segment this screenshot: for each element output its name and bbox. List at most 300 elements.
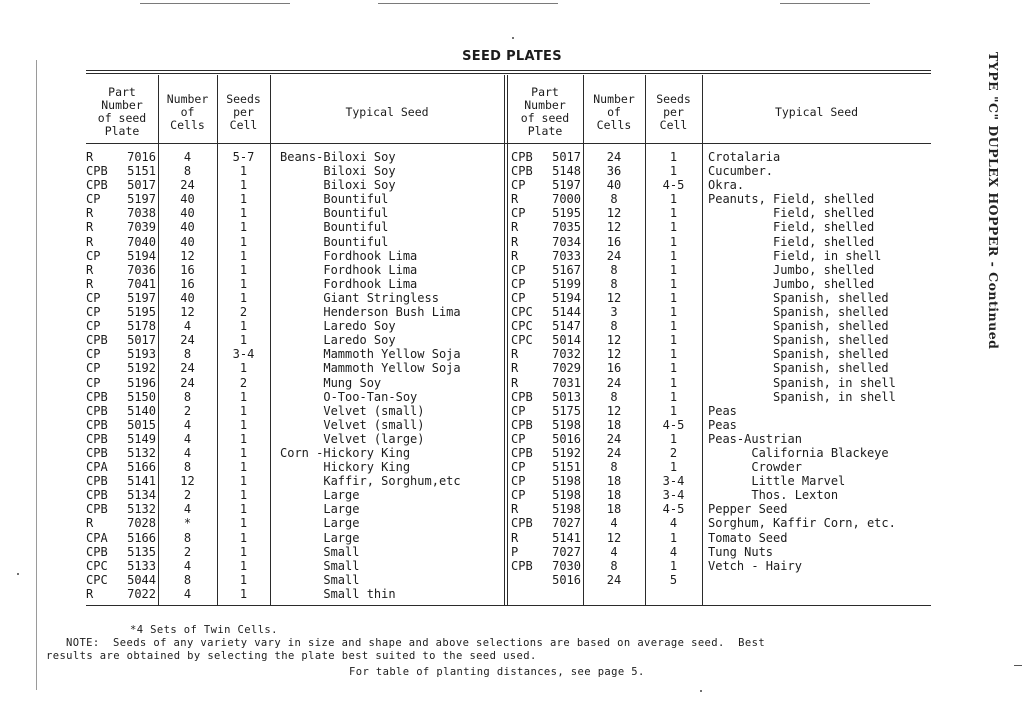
table-cell: 5199: [552, 276, 581, 291]
table-cell: 40: [606, 178, 622, 193]
table-cell: 16: [606, 361, 622, 376]
table-cell: 5014: [552, 333, 581, 348]
table-cell: 5017: [127, 178, 156, 193]
table-cell: Kaffir, Sorghum,etc: [280, 474, 461, 489]
table-cell: 12: [606, 333, 622, 348]
table-cell: 8: [610, 276, 618, 291]
table-cell: Field, in shell: [708, 248, 882, 263]
table-cell: R: [511, 192, 519, 207]
table-cell: 1: [239, 276, 248, 291]
footnote-twin-cells: *4 Sets of Twin Cells.: [130, 624, 278, 636]
table-cell: 1: [669, 403, 678, 418]
table-cell: 4: [183, 586, 192, 601]
table-cell: 5197: [127, 290, 156, 305]
table-cell: 4-5: [662, 178, 685, 193]
table-cell: Little Marvel: [708, 474, 846, 489]
table-cell: 5178: [127, 319, 156, 334]
table-cell: 1: [239, 290, 248, 305]
table-cell: 1: [669, 220, 678, 235]
page-edge-mark: [1014, 665, 1022, 666]
table-cell: 1: [239, 206, 248, 221]
table-cell: 7041: [127, 276, 156, 291]
table-cell: Field, shelled: [708, 206, 875, 221]
table-cell: 4-5: [662, 502, 685, 517]
table-cell: Fordhook Lima: [280, 276, 418, 291]
header-typical-seed: Typical Seed: [774, 104, 859, 119]
table-cell: CP: [86, 347, 101, 362]
table-cell: 40: [180, 234, 195, 249]
table-cell: CPA: [86, 460, 108, 475]
table-cell: 24: [180, 361, 195, 376]
table-cell: 8: [610, 558, 618, 573]
table-cell: Small: [280, 544, 360, 559]
table-cell: Mammoth Yellow Soja: [280, 347, 461, 362]
table-cell: CP: [511, 474, 526, 489]
table-top-rule: [86, 73, 931, 74]
table-cell: 5167: [552, 262, 581, 277]
table-cell: 5140: [127, 403, 156, 418]
table-cell: 1: [239, 488, 248, 503]
table-cell: Field, shelled: [708, 220, 875, 235]
table-cell: 1: [239, 502, 248, 517]
table-cell: CP: [511, 488, 526, 503]
table-cell: R: [511, 347, 519, 362]
table-cell: 1: [239, 319, 248, 334]
speck: [17, 573, 19, 575]
table-cell: 4: [610, 544, 618, 559]
table-cell: 40: [180, 220, 195, 235]
table-cell: 24: [606, 572, 622, 587]
table-cell: *: [183, 516, 192, 531]
table-cell: R: [511, 248, 519, 263]
table-cell: 12: [606, 347, 622, 362]
header-number-of-cells: Number of Cells: [166, 91, 209, 132]
table-cell: 5150: [127, 389, 156, 404]
table-cell: 1: [669, 248, 678, 263]
table-cell: 8: [183, 460, 192, 475]
table-cell: Giant Stringless: [280, 290, 439, 305]
note-line-2: results are obtained by selecting the plate best suited to the seed used.: [46, 650, 537, 662]
seed-plates-table: [86, 70, 931, 607]
table-cell: 1: [669, 305, 678, 320]
table-cell: CPC: [86, 572, 108, 587]
table-cell: 5198: [552, 488, 581, 503]
table-cell: 5197: [127, 192, 156, 207]
table-cell: 5132: [127, 445, 156, 460]
table-cell: CP: [511, 403, 526, 418]
table-cell: CPB: [86, 389, 108, 404]
table-cell: 3: [610, 305, 618, 320]
table-cell: 1: [239, 460, 248, 475]
table-cell: 5151: [127, 164, 156, 179]
header-seeds-per-cell: Seeds per Cell: [656, 91, 691, 132]
table-cell: R: [86, 206, 94, 221]
table-cell: CPB: [511, 164, 533, 179]
table-cell: CP: [511, 262, 526, 277]
table-cell: CP: [86, 192, 101, 207]
table-cell: R: [86, 262, 94, 277]
table-cell: 7039: [127, 220, 156, 235]
table-cell: R: [86, 234, 94, 249]
table-cell: Tung Nuts: [708, 544, 774, 559]
table-cell: 5015: [127, 417, 156, 432]
table-cell: R: [511, 375, 519, 390]
table-cell: CPB: [86, 488, 108, 503]
table-cell: 7038: [127, 206, 156, 221]
table-cell: Bountiful: [280, 220, 389, 235]
table-cell: 12: [180, 305, 195, 320]
table-cell: 5134: [127, 488, 156, 503]
table-cell: 2: [183, 403, 192, 418]
table-cell: 7022: [127, 586, 156, 601]
table-cell: Large: [280, 516, 360, 531]
right-typical-seed-column: [708, 150, 930, 573]
table-cell: 5144: [552, 305, 581, 320]
table-cell: 7030: [552, 558, 581, 573]
table-cell: 4: [669, 516, 678, 531]
table-cell: 4: [183, 502, 192, 517]
page-title: SEED PLATES: [462, 49, 562, 64]
table-cell: CPC: [511, 319, 533, 334]
table-cell: 8: [610, 262, 618, 277]
table-cell: 2: [183, 488, 192, 503]
table-cell: Spanish, shelled: [708, 319, 889, 334]
table-cell: 5195: [552, 206, 581, 221]
table-cell: 1: [669, 276, 678, 291]
table-cell: 8: [183, 530, 192, 545]
table-cell: 24: [606, 431, 622, 446]
table-cell: CPB: [511, 150, 533, 164]
table-cell: 1: [669, 262, 678, 277]
table-cell: 7027: [552, 544, 581, 559]
table-cell: 1: [239, 361, 248, 376]
table-cell: 1: [669, 290, 678, 305]
table-cell: 1: [239, 530, 248, 545]
table-cell: Large: [280, 502, 360, 517]
table-cell: CP: [86, 290, 101, 305]
table-cell: Thos. Lexton: [708, 488, 839, 503]
table-cell: CP: [511, 206, 526, 221]
table-cell: 8: [183, 572, 192, 587]
table-cell: Mammoth Yellow Soja: [280, 361, 461, 376]
table-cell: 5151: [552, 460, 581, 475]
table-cell: 1: [669, 319, 678, 334]
table-cell: 5135: [127, 544, 156, 559]
table-cell: R: [511, 530, 519, 545]
header-seeds-per-cell: Seeds per Cell: [226, 91, 261, 132]
table-cell: Spanish, shelled: [708, 333, 889, 348]
table-cell: CP: [86, 319, 101, 334]
table-cell: CP: [86, 305, 101, 320]
table-bottom-rule: [86, 605, 931, 606]
table-cell: 1: [239, 544, 248, 559]
table-cell: 5194: [552, 290, 581, 305]
table-cell: Jumbo, shelled: [708, 262, 875, 277]
table-cell: CP: [86, 248, 101, 263]
table-cell: 7034: [552, 234, 581, 249]
table-cell: 7040: [127, 234, 156, 249]
table-cell: R: [86, 516, 94, 531]
table-cell: 1: [239, 558, 248, 573]
table-cell: 5166: [127, 460, 156, 475]
left-part-number-column: [112, 150, 156, 601]
table-cell: 4: [183, 558, 192, 573]
table-cell: 1: [669, 431, 678, 446]
table-cell: 1: [669, 164, 678, 179]
table-cell: 1: [669, 460, 678, 475]
table-cell: 24: [606, 150, 622, 164]
table-cell: 1: [669, 150, 678, 164]
table-cell: 24: [180, 178, 195, 193]
table-cell: 1: [239, 248, 248, 263]
table-cell: 18: [606, 417, 622, 432]
table-cell: R: [86, 220, 94, 235]
table-cell: 5192: [552, 445, 581, 460]
table-cell: 4: [183, 445, 192, 460]
table-cell: R: [511, 220, 519, 235]
table-cell: 7035: [552, 220, 581, 235]
table-cell: 5193: [127, 347, 156, 362]
speck: [700, 690, 702, 692]
table-cell: Laredo Soy: [280, 333, 396, 348]
table-cell: Crotalaria: [708, 150, 781, 164]
table-cell: Bountiful: [280, 192, 389, 207]
table-cell: Spanish, shelled: [708, 361, 889, 376]
table-cell: CPB: [86, 502, 108, 517]
table-cell: 24: [606, 375, 622, 390]
table-cell: Bountiful: [280, 206, 389, 221]
table-cell: R: [86, 150, 94, 164]
table-cell: 4-5: [662, 417, 685, 432]
table-cell: Okra.: [708, 178, 745, 193]
table-cell: CPB: [86, 417, 108, 432]
table-cell: CPC: [86, 558, 108, 573]
table-cell: 12: [180, 248, 195, 263]
table-cell: Crowder: [708, 460, 802, 475]
table-cell: 5013: [552, 389, 581, 404]
header-typical-seed: Typical Seed: [345, 104, 429, 119]
table-cell: 1: [239, 474, 248, 489]
table-cell: 12: [606, 206, 622, 221]
table-cell: 5-7: [232, 150, 255, 164]
table-cell: 4: [183, 150, 192, 164]
table-cell: R: [511, 361, 519, 376]
table-cell: Small thin: [280, 586, 396, 601]
table-cell: Bountiful: [280, 234, 389, 249]
table-cell: Tomato Seed: [708, 530, 788, 545]
table-cell: 2: [183, 544, 192, 559]
table-cell: 1: [239, 445, 248, 460]
table-cell: 1: [239, 262, 248, 277]
table-cell: 1: [239, 586, 248, 601]
table-cell: Corn -Hickory King: [280, 445, 411, 460]
table-cell: 1: [239, 431, 248, 446]
column-divider: [702, 75, 703, 605]
table-cell: 18: [606, 474, 622, 489]
table-cell: Hickory King: [280, 460, 411, 475]
table-cell: CPB: [86, 178, 108, 193]
table-cell: 5195: [127, 305, 156, 320]
table-cell: Field, shelled: [708, 234, 875, 249]
table-cell: 4: [183, 417, 192, 432]
table-cell: CPB: [511, 516, 533, 531]
table-cell: 8: [610, 460, 618, 475]
right-part-prefix-column: [511, 150, 539, 573]
table-cell: 7032: [552, 347, 581, 362]
header-rule: [86, 143, 931, 144]
table-cell: 1: [669, 333, 678, 348]
table-cell: 24: [606, 248, 622, 263]
table-cell: CPB: [86, 403, 108, 418]
table-cell: P: [511, 544, 519, 559]
table-cell: CPB: [86, 164, 108, 179]
table-cell: 1: [239, 403, 248, 418]
table-cell: 8: [183, 164, 192, 179]
table-cell: 1: [239, 234, 248, 249]
table-cell: 40: [180, 206, 195, 221]
column-divider: [504, 75, 505, 605]
table-cell: Spanish, shelled: [708, 290, 889, 305]
table-cell: California Blackeye: [708, 445, 889, 460]
table-cell: R: [511, 234, 519, 249]
table-cell: 16: [180, 262, 195, 277]
table-cell: Large: [280, 488, 360, 503]
table-cell: 2: [239, 375, 248, 390]
table-cell: 1: [669, 234, 678, 249]
table-cell: 12: [606, 530, 622, 545]
table-cell: 5: [669, 572, 678, 587]
table-cell: 5166: [127, 530, 156, 545]
table-cell: 24: [180, 333, 195, 348]
table-cell: CPB: [511, 445, 533, 460]
table-cell: Peas: [708, 403, 737, 418]
table-cell: 4: [183, 431, 192, 446]
table-cell: 7031: [552, 375, 581, 390]
right-cells-column: [583, 150, 645, 587]
table-cell: 1: [669, 558, 678, 573]
table-cell: 1: [239, 333, 248, 348]
table-cell: CP: [511, 178, 526, 193]
header-number-of-cells: Number of Cells: [593, 91, 635, 132]
table-cell: Small: [280, 558, 360, 573]
table-cell: CPB: [86, 333, 108, 348]
table-cell: Biloxi Soy: [280, 164, 396, 179]
table-cell: 1: [669, 389, 678, 404]
table-cell: R: [86, 276, 94, 291]
table-cell: 8: [610, 192, 618, 207]
table-cell: 5133: [127, 558, 156, 573]
left-typical-seed-column: [280, 150, 502, 601]
table-cell: 8: [183, 347, 192, 362]
note-line-1: NOTE: Seeds of any variety vary in size and shape and above selections are based on average seed. Best: [66, 637, 766, 649]
table-cell: CPC: [511, 333, 533, 348]
table-cell: 1: [239, 178, 248, 193]
table-cell: 5141: [552, 530, 581, 545]
table-cell: 5017: [127, 333, 156, 348]
table-cell: 1: [669, 375, 678, 390]
table-cell: 7033: [552, 248, 581, 263]
table-cell: 5132: [127, 502, 156, 517]
table-cell: Spanish, in shell: [708, 375, 896, 390]
table-cell: 12: [606, 403, 622, 418]
table-cell: Small: [280, 572, 360, 587]
table-cell: CPB: [511, 417, 533, 432]
table-cell: Vetch - Hairy: [708, 558, 802, 573]
table-cell: 40: [180, 192, 195, 207]
table-cell: 12: [606, 220, 622, 235]
table-cell: CP: [511, 460, 526, 475]
table-cell: 5198: [552, 502, 581, 517]
table-cell: Spanish, shelled: [708, 347, 889, 362]
table-cell: 1: [239, 572, 248, 587]
table-cell: 8: [183, 389, 192, 404]
table-cell: CPA: [86, 530, 108, 545]
table-cell: 7028: [127, 516, 156, 531]
table-cell: 1: [239, 164, 248, 179]
table-cell: 1: [669, 530, 678, 545]
table-cell: CP: [511, 431, 526, 446]
table-top-rule: [86, 70, 931, 71]
table-cell: 2: [669, 445, 678, 460]
column-divider: [270, 75, 271, 605]
table-cell: CPB: [511, 558, 533, 573]
table-cell: 1: [239, 516, 248, 531]
table-cell: Jumbo, shelled: [708, 276, 875, 291]
table-cell: 5196: [127, 375, 156, 390]
side-title: TYPE "C" DUPLEX HOPPER - Continued: [986, 52, 1001, 350]
page-edge: [36, 60, 37, 690]
table-cell: Fordhook Lima: [280, 248, 418, 263]
table-cell: Velvet (small): [280, 417, 425, 432]
right-part-number-column: [539, 150, 581, 587]
table-cell: 18: [606, 502, 622, 517]
table-cell: 5175: [552, 403, 581, 418]
table-cell: CP: [511, 290, 526, 305]
table-cell: CP: [511, 276, 526, 291]
table-cell: 1: [239, 220, 248, 235]
table-cell: Velvet (small): [280, 403, 425, 418]
table-cell: 12: [606, 290, 622, 305]
table-cell: 5016: [552, 431, 581, 446]
table-cell: 12: [180, 474, 195, 489]
table-cell: 2: [239, 305, 248, 320]
speck: [512, 37, 514, 39]
right-seeds-column: [645, 150, 702, 587]
table-cell: 5198: [552, 417, 581, 432]
table-cell: CP: [86, 375, 101, 390]
table-cell: Mung Soy: [280, 375, 382, 390]
table-cell: Sorghum, Kaffir Corn, etc.: [708, 516, 896, 531]
table-cell: 4: [669, 544, 678, 559]
table-cell: CP: [86, 361, 101, 376]
table-cell: Peanuts, Field, shelled: [708, 192, 875, 207]
table-cell: Peas-Austrian: [708, 431, 802, 446]
table-cell: 5192: [127, 361, 156, 376]
table-cell: 5016: [552, 572, 581, 587]
table-cell: Fordhook Lima: [280, 262, 418, 277]
table-cell: 4: [183, 319, 192, 334]
table-cell: Velvet (large): [280, 431, 425, 446]
table-cell: 1: [669, 361, 678, 376]
header-part-number: Part Number of seed Plate: [97, 85, 147, 138]
table-cell: 1: [669, 347, 678, 362]
table-cell: 1: [239, 192, 248, 207]
table-cell: 8: [610, 389, 618, 404]
table-cell: 7016: [127, 150, 156, 164]
table-cell: 5148: [552, 164, 581, 179]
table-cell: 5197: [552, 178, 581, 193]
header-part-number: Part Number of seed Plate: [520, 85, 570, 138]
